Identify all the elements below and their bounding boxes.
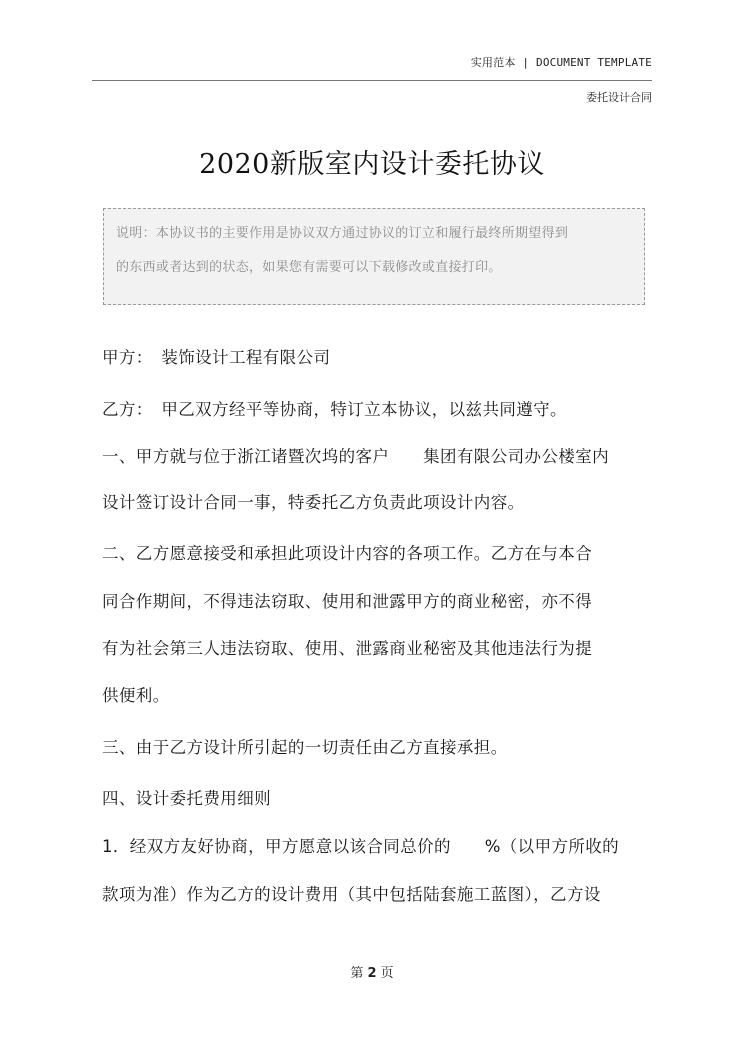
document-title: 2020新版室内设计委托协议 [199, 149, 545, 180]
body-line-clause-3: 三、由于乙方设计所引起的一切责任由乙方直接承担。 [102, 738, 508, 757]
header-brand: 实用范本 | DOCUMENT TEMPLATE [470, 56, 652, 69]
body-line-clause-2a: 二、乙方愿意接受和承担此项设计内容的各项工作。乙方在与本合 [102, 544, 593, 563]
body-line-clause-1a: 一、甲方就与位于浙江诸暨次坞的客户 集团有限公司办公楼室内 [102, 447, 609, 466]
header-subtitle: 委托设计合同 [586, 91, 652, 104]
body-line-clause-2c: 有为社会第三人违法窃取、使用、泄露商业秘密及其他违法行为提 [102, 639, 593, 658]
footer-prefix: 第 [350, 966, 364, 981]
note-line-2: 的东西或者达到的状态，如果您有需要可以下载修改或直接打印。 [116, 260, 502, 275]
footer-suffix: 页 [380, 966, 394, 981]
body-line-party-a: 甲方： 装饰设计工程有限公司 [102, 348, 331, 367]
body-line-clause-2b: 同合作期间，不得违法窃取、使用和泄露甲方的商业秘密，亦不得 [102, 592, 593, 611]
body-line-clause-4: 四、设计委托费用细则 [102, 789, 271, 808]
note-box [103, 208, 645, 305]
body-line-item-1b: 款项为准）作为乙方的设计费用（其中包括陆套施工蓝图），乙方设 [102, 885, 601, 904]
page-footer [0, 962, 744, 981]
body-line-party-b: 乙方： 甲乙双方经平等协商，特订立本协议，以兹共同遵守。 [102, 400, 567, 419]
header-divider [92, 80, 652, 81]
page-number: 2 [367, 966, 377, 981]
body-line-clause-1b: 设计签订设计合同一事，特委托乙方负责此项设计内容。 [102, 493, 525, 512]
body-line-clause-2d: 供便利。 [102, 686, 170, 705]
note-line-1: 说明：本协议书的主要作用是协议双方通过协议的订立和履行最终所期望得到 [116, 226, 569, 241]
body-line-item-1a: 1．经双方友好协商，甲方愿意以该合同总价的 %（以甲方所收的 [102, 837, 620, 856]
